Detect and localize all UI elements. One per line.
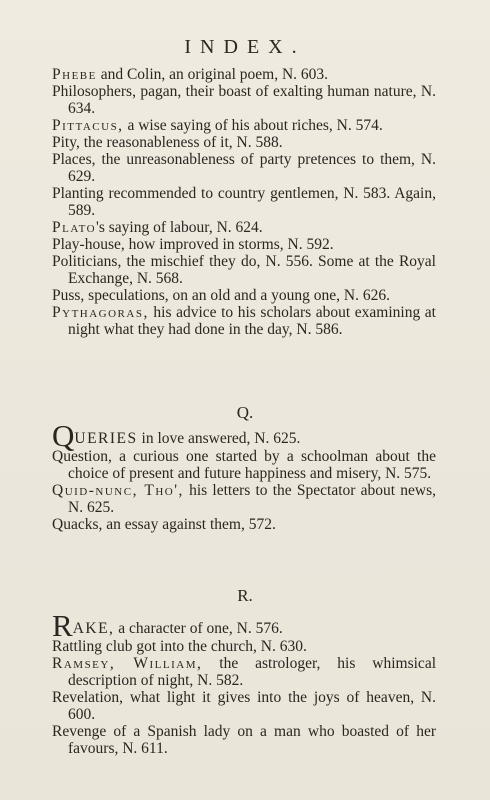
index-entry: Revelation, what light it gives into the joys of heaven, N. 600. [52,689,436,723]
index-entry: Puss, speculations, on an old and a young one, N. 626. [52,287,390,304]
index-entry: Plato's saying of labour, N. 624. [52,219,263,236]
index-entry: Play-house, how improved in storms, N. 592. [52,236,334,253]
index-entry: Quid-nunc, Tho', his letters to the Spectator about news, N. 625. [52,482,436,516]
index-entry: Planting recommended to country gentlemen, N. 583. Again, 589. [52,185,436,219]
index-entry: Philosophers, pagan, their boast of exalting human nature, N. 634. [52,83,436,117]
section-heading-q: Q. [236,403,254,422]
page-title: INDEX. [184,36,306,58]
index-section-q [52,418,436,533]
index-entry: Politicians, the mischief they do, N. 556. Some at the Royal Exchange, N. 568. [52,253,436,287]
index-entry: Revenge of a Spanish lady on a man who boasted of her favours, N. 611. [52,723,436,757]
index-entry: Pity, the reasonableness of it, N. 588. [52,134,283,151]
drop-cap: Q [52,418,75,453]
index-entry: Places, the unreasonableness of party pretences to them, N. 629. [52,151,436,185]
index-section-r [52,608,437,757]
index-entry: Question, a curious one started by a schoolman about the choice of present and future happiness and misery, N. 575. [52,448,436,482]
section-heading-r: R. [237,586,253,605]
index-section-p [52,66,436,338]
index-entry: Quacks, an essay against them, 572. [52,516,276,533]
drop-cap: R [52,608,73,643]
index-entry: Pittacus, a wise saying of his about riches, N. 574. [52,117,383,134]
index-entry: Ramsey, William, the astrologer, his whimsical description of night, N. 582. [52,655,437,689]
index-entry: QUERIES in love answered, N. 625. [52,418,301,453]
index-entry: Phebe and Colin, an original poem, N. 603. [52,66,329,83]
index-entry: Rattling club got into the church, N. 630. [52,638,307,655]
index-entry: RAKE, a character of one, N. 576. [52,608,283,643]
index-entry: Pythagoras, his advice to his scholars about examining at night what they had done in the day, N. 586. [52,304,436,338]
